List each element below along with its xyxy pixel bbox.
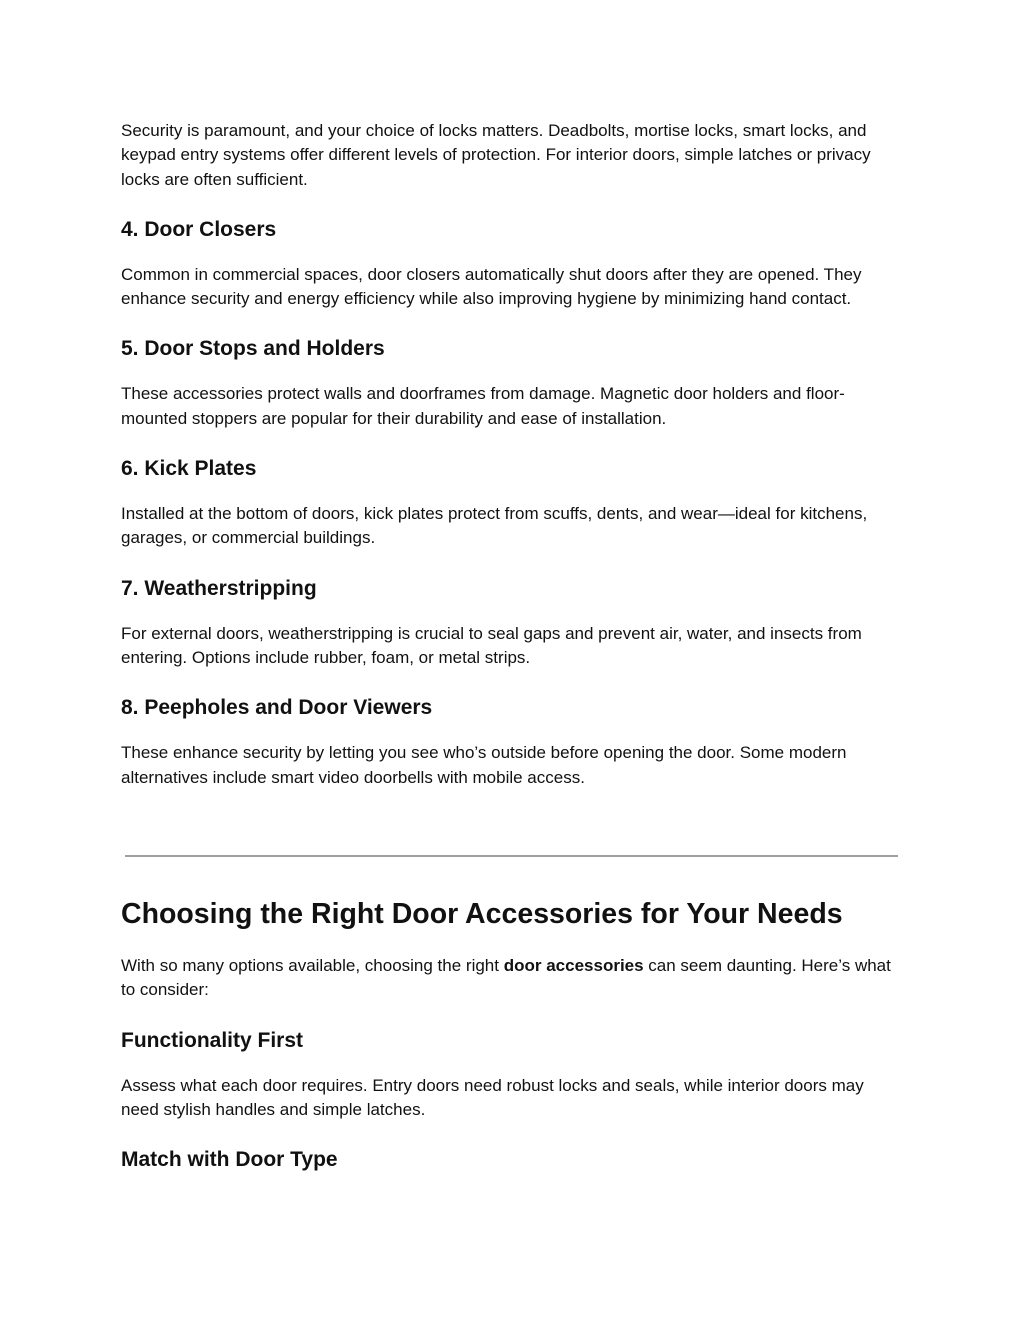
choosing-title: Choosing the Right Door Accessories for Your Needs xyxy=(121,898,843,930)
section-heading-peepholes: 8. Peepholes and Door Viewers xyxy=(121,696,433,720)
section-body-door-stops: These accessories protect walls and doorframes from damage. Magnetic door holders and floor-mounted stoppers are popular for their durability and ease of installation. xyxy=(121,384,845,428)
choosing-intro xyxy=(121,954,901,1003)
section-heading-weatherstripping: 7. Weatherstripping xyxy=(121,576,317,600)
functionality-heading: Functionality First xyxy=(121,1028,304,1052)
choosing-intro-bold: door accessories xyxy=(503,956,644,975)
section-heading-kick-plates: 6. Kick Plates xyxy=(121,457,257,481)
locks-paragraph: Security is paramount, and your choice of locks matters. Deadbolts, mortise locks, smart locks, and keypad entry systems offer different levels of protection. For interior doors, simple latches or privacy locks are often sufficient. xyxy=(121,121,871,189)
document-lower xyxy=(121,896,901,1173)
choosing-intro-start: With so many options available, choosing the right xyxy=(121,956,504,975)
section-heading-door-closers: 4. Door Closers xyxy=(121,217,277,241)
functionality-body: Assess what each door requires. Entry doors need robust locks and seals, while interior doors may need stylish handles and simple latches. xyxy=(121,1075,864,1119)
horizontal-divider xyxy=(125,855,898,857)
choosing-intro-end: can seem daunting. Here’s what to consider: xyxy=(121,956,891,1000)
match-heading: Match with Door Type xyxy=(121,1148,338,1172)
section-body-door-closers: Common in commercial spaces, door closers automatically shut doors after they are opened. They enhance security and energy efficiency while also improving hygiene by minimizing hand contact. xyxy=(121,264,862,309)
document-upper xyxy=(121,119,901,790)
section-body-kick-plates: Installed at the bottom of doors, kick plates protect from scuffs, dents, and wear—ideal for kitchens, garages, or commercial buildings. xyxy=(121,504,868,548)
section-body-weatherstripping: For external doors, weatherstripping is crucial to seal gaps and prevent air, water, and insects from entering. Options include rubber, foam, or metal strips. xyxy=(121,623,862,667)
section-body-peepholes: These enhance security by letting you see who’s outside before opening the door. Some modern alternatives include smart video doorbells with mobile access. xyxy=(121,743,847,787)
section-heading-door-stops: 5. Door Stops and Holders xyxy=(121,337,385,361)
